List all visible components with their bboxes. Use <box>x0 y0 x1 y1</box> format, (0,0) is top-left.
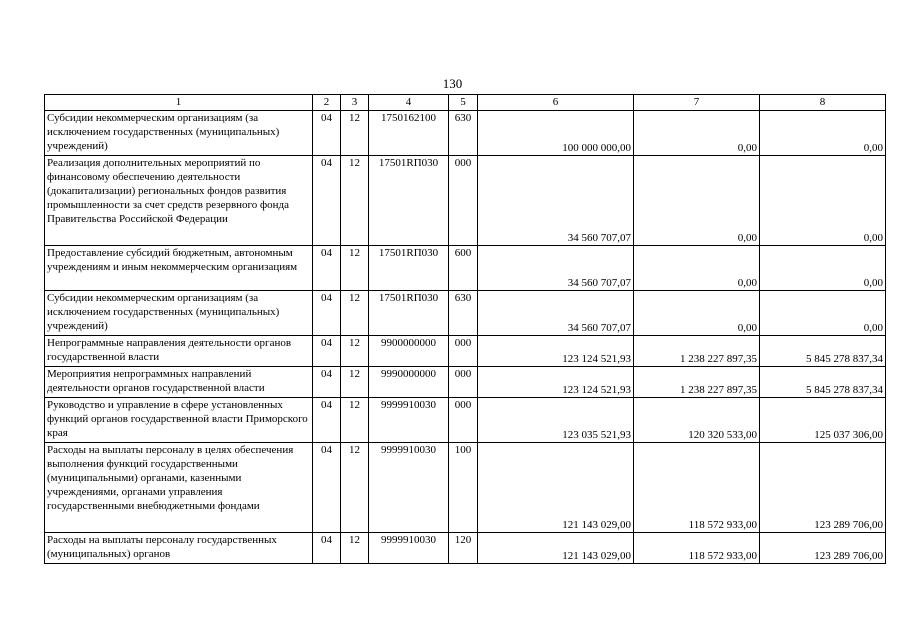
column-header: 3 <box>341 95 369 111</box>
column-header: 6 <box>478 95 634 111</box>
row-amount-col6: 123 124 521,93 <box>478 367 634 398</box>
column-header: 1 <box>45 95 313 111</box>
row-subsection: 12 <box>341 246 369 291</box>
row-target-code: 9999910030 <box>369 398 449 443</box>
row-subsection: 12 <box>341 533 369 564</box>
row-expense-type: 000 <box>449 336 478 367</box>
row-amount-col8: 0,00 <box>760 291 886 336</box>
row-section: 04 <box>313 398 341 443</box>
row-expense-type: 630 <box>449 111 478 156</box>
row-amount-col8: 0,00 <box>760 156 886 246</box>
row-subsection: 12 <box>341 443 369 533</box>
row-target-code: 9900000000 <box>369 336 449 367</box>
row-expense-type: 100 <box>449 443 478 533</box>
row-name: Субсидии некоммерческим организациям (за исключением государственных (муниципальных) учреждений) <box>45 111 313 156</box>
row-amount-col6: 34 560 707,07 <box>478 246 634 291</box>
row-amount-col8: 125 037 306,00 <box>760 398 886 443</box>
row-name: Непрограммные направления деятельности органов государственной власти <box>45 336 313 367</box>
row-amount-col7: 1 238 227 897,35 <box>634 367 760 398</box>
row-name: Предоставление субсидий бюджетным, автономным учреждениям и иным некоммерческим организациям <box>45 246 313 291</box>
table-row <box>45 111 886 156</box>
table-row <box>45 336 886 367</box>
row-amount-col8: 5 845 278 837,34 <box>760 367 886 398</box>
row-section: 04 <box>313 533 341 564</box>
row-target-code: 17501RП030 <box>369 156 449 246</box>
row-section: 04 <box>313 291 341 336</box>
row-amount-col6: 123 124 521,93 <box>478 336 634 367</box>
row-amount-col7: 0,00 <box>634 156 760 246</box>
row-amount-col8: 0,00 <box>760 246 886 291</box>
row-amount-col6: 34 560 707,07 <box>478 291 634 336</box>
row-target-code: 17501RП030 <box>369 291 449 336</box>
row-amount-col7: 120 320 533,00 <box>634 398 760 443</box>
row-amount-col8: 5 845 278 837,34 <box>760 336 886 367</box>
row-target-code: 9990000000 <box>369 367 449 398</box>
row-name: Руководство и управление в сфере установленных функций органов государственной власти Приморского края <box>45 398 313 443</box>
row-amount-col7: 0,00 <box>634 291 760 336</box>
row-amount-col7: 0,00 <box>634 111 760 156</box>
row-subsection: 12 <box>341 111 369 156</box>
column-header: 4 <box>369 95 449 111</box>
column-header: 8 <box>760 95 886 111</box>
column-header: 7 <box>634 95 760 111</box>
table-row <box>45 443 886 533</box>
row-amount-col8: 0,00 <box>760 111 886 156</box>
row-amount-col6: 34 560 707,07 <box>478 156 634 246</box>
row-expense-type: 000 <box>449 367 478 398</box>
row-amount-col8: 123 289 706,00 <box>760 443 886 533</box>
row-subsection: 12 <box>341 367 369 398</box>
row-target-code: 9999910030 <box>369 443 449 533</box>
row-expense-type: 120 <box>449 533 478 564</box>
row-amount-col7: 0,00 <box>634 246 760 291</box>
page-number: 130 <box>442 76 463 91</box>
row-amount-col8: 123 289 706,00 <box>760 533 886 564</box>
row-subsection: 12 <box>341 291 369 336</box>
table-row <box>45 398 886 443</box>
header-row <box>45 95 886 111</box>
row-target-code: 17501RП030 <box>369 246 449 291</box>
row-amount-col6: 121 143 029,00 <box>478 443 634 533</box>
row-amount-col6: 121 143 029,00 <box>478 533 634 564</box>
table-row <box>45 533 886 564</box>
row-name: Расходы на выплаты персоналу в целях обеспечения выполнения функций государственными (муниципальными) органами, казенными учреждениями, органами управления государственными внебюджетными фондами <box>45 443 313 533</box>
row-name: Субсидии некоммерческим организациям (за исключением государственных (муниципальных) учреждений) <box>45 291 313 336</box>
row-expense-type: 630 <box>449 291 478 336</box>
row-section: 04 <box>313 336 341 367</box>
row-section: 04 <box>313 443 341 533</box>
row-name: Мероприятия непрограммных направлений деятельности органов государственной власти <box>45 367 313 398</box>
row-name: Расходы на выплаты персоналу государственных (муниципальных) органов <box>45 533 313 564</box>
row-amount-col6: 100 000 000,00 <box>478 111 634 156</box>
row-section: 04 <box>313 367 341 398</box>
row-subsection: 12 <box>341 156 369 246</box>
row-subsection: 12 <box>341 336 369 367</box>
table-row <box>45 291 886 336</box>
row-amount-col7: 118 572 933,00 <box>634 443 760 533</box>
table-row <box>45 156 886 246</box>
row-subsection: 12 <box>341 398 369 443</box>
budget-table <box>44 94 886 564</box>
table-row <box>45 246 886 291</box>
row-amount-col7: 118 572 933,00 <box>634 533 760 564</box>
row-expense-type: 000 <box>449 156 478 246</box>
row-expense-type: 000 <box>449 398 478 443</box>
row-name: Реализация дополнительных мероприятий по финансовому обеспечению деятельности (докапитализации) региональных фондов развития промышленности за счет средств резервного фонда Правительства Российской Федерации <box>45 156 313 246</box>
row-section: 04 <box>313 111 341 156</box>
row-amount-col7: 1 238 227 897,35 <box>634 336 760 367</box>
row-target-code: 1750162100 <box>369 111 449 156</box>
table-row <box>45 367 886 398</box>
column-header: 5 <box>449 95 478 111</box>
row-target-code: 9999910030 <box>369 533 449 564</box>
row-expense-type: 600 <box>449 246 478 291</box>
row-section: 04 <box>313 156 341 246</box>
row-amount-col6: 123 035 521,93 <box>478 398 634 443</box>
row-section: 04 <box>313 246 341 291</box>
column-header: 2 <box>313 95 341 111</box>
